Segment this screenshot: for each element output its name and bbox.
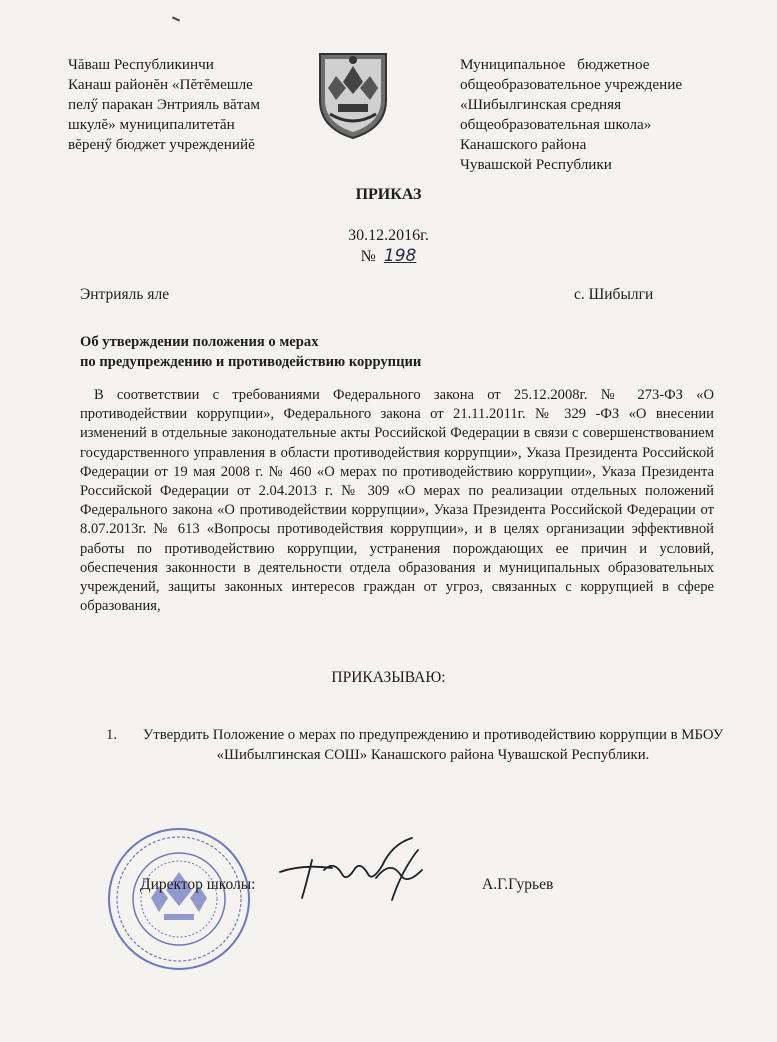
subject-line: Об утверждении положения о мерах [80,334,319,350]
header-right-line: Чувашской Республики [460,156,612,173]
item-number: 1. [106,727,118,743]
header-left-line: пелӳ паракан Энтрияль вăтам [68,96,260,113]
header-chuvash-institution [68,55,303,155]
place-russian: с. Шибылги [574,286,654,303]
header-right-line: общеобразовательное учреждение [460,76,683,93]
handwritten-signature-icon [272,830,452,910]
round-school-seal-icon [104,824,254,974]
header-right-line: общеобразовательная школа» [460,116,652,133]
subject-line: по предупреждению и противодействию коррупции [80,354,422,370]
item-line: Утвердить Положение о мерах по предупреждению и противодействию коррупции в МБОУ [142,727,724,743]
scan-mark [172,16,180,21]
header-left-line: Канаш районĕн «Пĕтĕмешле [68,76,253,93]
bleed-through-shadow [480,352,484,368]
header-left-line: Чăваш Республикинчи [68,56,214,73]
number-value: 198 [383,246,417,266]
director-name: А.Г.Гурьев [482,876,554,893]
order-heading: ПРИКАЗЫВАЮ: [331,669,446,686]
signature-label: Директор школы: [140,876,256,893]
document-date: 30.12.2016г. [348,227,429,244]
place-chuvash: Энтрияль яле [80,286,170,303]
preamble-paragraph: В соответствии с требованиями Федерального закона от 25.12.2008г. № 273-ФЗ «О противодействии коррупции», Федерального закона от 21.11.2011г. № 329 -ФЗ «О внесении изменений в отдельные законодательные акты Российской Федерации в связи с совершенствованием государственного управления в области противодействия коррупции», Указа Президента Российской Федерации от 19 мая 2008 г. № 460 «О мерах по противодействию коррупции», Указа Президента Российской Федерации от 2.04.2013 г. № 309 «О мерах по реализации отдельных положений Федерального закона «О противодействии коррупции», Указа Президента Российской Федерации от 8.07.2013г. № 613 «Вопросы противодействия коррупции», и в целях организации эффективной работы по противодействию коррупции, устранения порождающих ее причин и условий, обеспечения законности в деятельности отдела образования и муниципальных образовательных учреждений, защиты законных интересов граждан от угроз, связанных с коррупцией в сфере образования, [80,387,714,615]
document-title: ПРИКАЗ [355,186,422,203]
header-right-line: Канашского района [460,136,587,153]
header-right-line: «Шибылгинская средняя [460,96,622,113]
order-subject [80,332,460,372]
item-line: «Шибылгинская СОШ» Канашского района Чувашской Республики. [216,746,650,763]
chuvash-republic-emblem-icon [314,48,392,140]
item-text [138,726,728,765]
header-right-line: Муниципальное бюджетное [460,56,650,73]
number-label: № [360,248,376,265]
header-left-line: вĕренӳ бюджет учрежденийĕ [68,136,255,153]
header-left-line: шкулĕ» муниципалитетăн [68,116,235,133]
document-number [0,246,777,266]
header-russian-institution [460,55,740,175]
